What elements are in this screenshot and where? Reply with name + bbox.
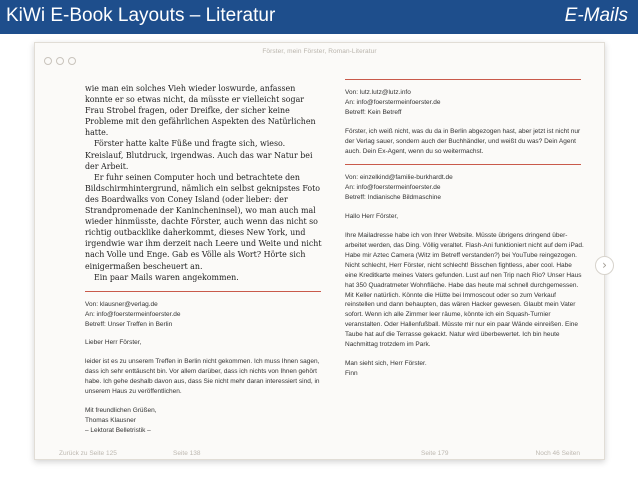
email-body: leider ist es zu unserem Treffen in Berlin nicht gekommen. Ich muss Ihnen sagen, dass ich sehr enttäuscht bin. Vor allem darüber, dass ich nichts von Ihnen gehört habe. Ich gehe deshalb davon aus, dass Sie nicht mehr daran interessiert sind, in unserem Haus zu veröffentlichen. xyxy=(85,358,320,396)
email-body: Ihre Mailadresse habe ich von Ihrer Website. Müsste übrigens dringend überarbeitet werden, das Ding. Völlig veraltet. Flash-Ani funktioniert nicht auf dem iPad. Habe mir Aztec Camera (Witz im Betreff verstanden?) bei YouTube reingezogen. Nicht schlecht, Herr Förster, nicht schlecht! Bisschen fightless, aber cool. Habe eine Kreditkarte meines Vaters gefunden. Lust auf nen Trip nach Rio? Unser Haus hat 350 Quadratmeter Wohnfläche. Habe das heute mal schnell durchgemessen. Mit Keller natürlich. Könnte die Hütte bei Immoscout oder so zum Verkauf reinstellen und dann behaupten, das wären Hacker gewesen. Glaubt mein Vater sofort. Wenn ich alle Zimmer leer räume, könnte ich ein Squash-Turnier veranstalten. Oder Hallenfußball. Müsste mir nur ein paar Wände einreißen. Eine Taube hat auf die Terrasse gekackt. Natur wird überbewertet. Ich bin heute Nachmittag trotzdem im Park. xyxy=(345,232,584,349)
email-closing: Mit freundlichen Grüßen, xyxy=(85,406,157,414)
slide-title-bar xyxy=(0,0,638,34)
pages-remaining: Noch 46 Seiten xyxy=(535,450,580,457)
right-page-number: Seite 179 xyxy=(421,450,449,457)
email-signature-name: Thomas Klausner xyxy=(85,416,136,424)
book-paragraph: Er fuhr seinen Computer hoch und betrachtete den Bildschirmhintergrund, nämlich ein selbst geknipstes Foto des Boardwalks von Coney Island (oder lieber: der Strandpromenade der Kanincheninsel), wo man auch mal wieder hinmüsste, dachte Förster, auch wenn das nicht so richtig outbacklike daherkommt, dieses New York, und irgendwie war ihm derzeit nach Leere und Weite und nicht nach Volle und Enge. Gab es Völle als Wort? Hörte sich einigermaßen bescheuert an. xyxy=(85,172,322,271)
close-window-button[interactable] xyxy=(44,57,52,65)
slide-title: KiWi E-Book Layouts – Literatur xyxy=(6,5,276,26)
email-subject: Betreff: Kein Betreff xyxy=(345,108,402,116)
left-page xyxy=(85,69,325,436)
mail-divider xyxy=(345,164,581,165)
right-page xyxy=(345,69,585,379)
minimize-window-button[interactable] xyxy=(56,57,64,65)
book-text xyxy=(85,83,325,283)
email-signature-name: Finn xyxy=(345,369,358,377)
email-einzelkind xyxy=(345,173,585,378)
book-paragraph: wie man ein solches Vieh wieder loswurde, anfassen konnte er so etwas nicht, da müsste er vielleicht sogar Frau Strobel fragen, oder Dreifke, der sicher keine Probleme mit den gefährlichen Aspekten des Natürlichen hatte. xyxy=(85,84,316,138)
next-page-button[interactable] xyxy=(595,256,614,275)
email-signature-dept: – Lektorat Belletristik – xyxy=(85,426,151,434)
email-body: Förster, ich weiß nicht, was du da in Berlin abgezogen hast, aber jetzt ist nicht nur der Verlag sauer, sondern auch der Buchhändler, und weißt du was? Dein Agent auch. Dein Ex-Agent, wenn du so weitermachst. xyxy=(345,127,581,155)
window-title: Förster, mein Förster, Roman-Literatur xyxy=(262,48,377,55)
email-lutz xyxy=(345,88,585,156)
email-greeting: Lieber Herr Förster, xyxy=(85,339,142,347)
email-to: An: info@foerstermeinfoerster.de xyxy=(85,310,181,318)
email-closing: Man sieht sich, Herr Förster. xyxy=(345,359,427,367)
email-from: Von: lutz.lutz@lutz.info xyxy=(345,89,411,96)
left-page-number: Seite 138 xyxy=(173,450,201,457)
email-from: Von: klausner@verlag.de xyxy=(85,300,158,308)
back-to-page-link[interactable]: Zurück zu Seite 125 xyxy=(59,450,117,457)
book-paragraph: Förster hatte kalte Füße und fragte sich, wieso. Kreislauf, Blutdruck, irgendwas. Auch das war Natur bei der Arbeit. xyxy=(85,139,313,171)
email-to: An: info@foerstermeinfoerster.de xyxy=(345,98,441,106)
chevron-right-icon: › xyxy=(602,258,607,272)
email-klausner xyxy=(85,300,325,436)
mail-divider xyxy=(345,79,581,80)
email-from: Von: einzelkind@familie-burkhardt.de xyxy=(345,174,453,182)
email-greeting: Hallo Herr Förster, xyxy=(345,213,399,221)
zoom-window-button[interactable] xyxy=(68,57,76,65)
book-paragraph: Ein paar Mails waren angekommen. xyxy=(94,272,239,282)
mail-divider xyxy=(85,291,321,292)
email-subject: Betreff: Indianische Bildmaschine xyxy=(345,194,441,202)
slide-section-label: E-Mails xyxy=(564,5,628,26)
ebook-reader-window xyxy=(34,42,605,460)
email-to: An: info@foerstermeinfoerster.de xyxy=(345,184,441,192)
email-subject: Betreff: Unser Treffen in Berlin xyxy=(85,320,173,328)
